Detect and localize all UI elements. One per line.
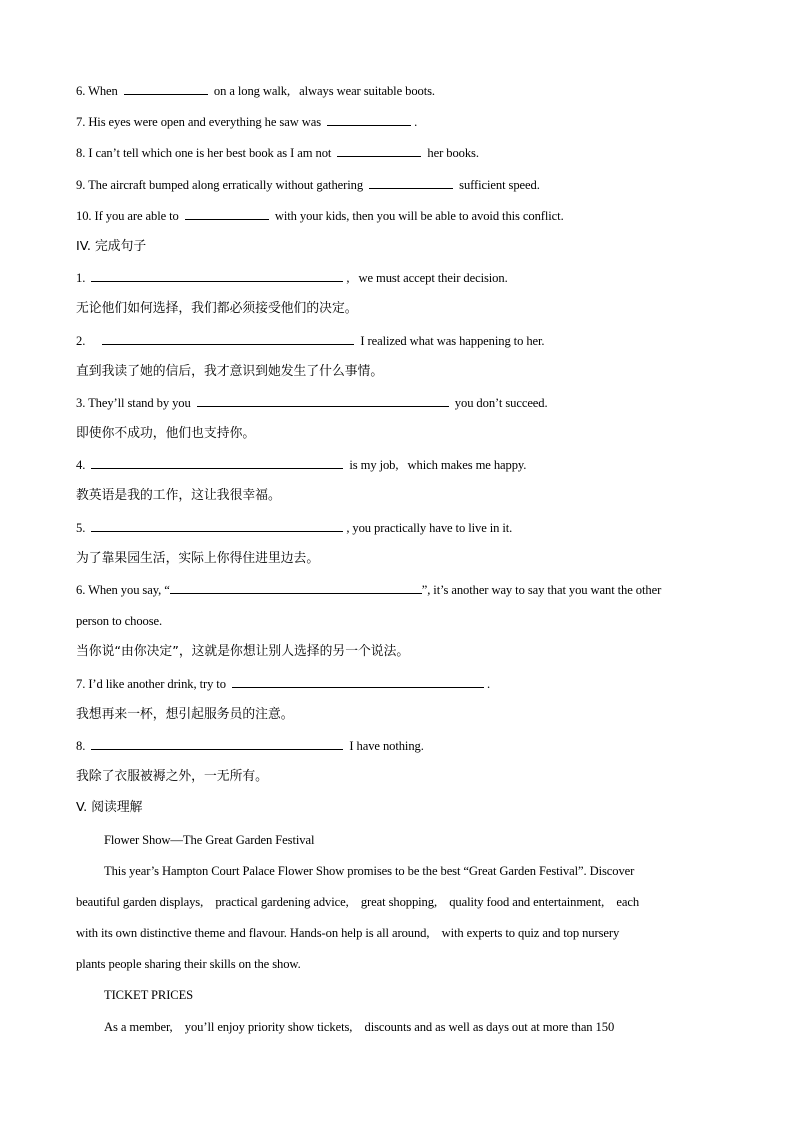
answer-blank[interactable] xyxy=(91,735,343,750)
item-text: I realized what was happening to her. xyxy=(360,333,545,348)
sentence-item-7 xyxy=(76,673,720,704)
item-text: I’d like another drink, try to xyxy=(88,676,226,691)
sentence-item-4 xyxy=(76,454,720,485)
sentence-item-3 xyxy=(76,392,720,423)
answer-blank[interactable] xyxy=(124,80,208,95)
item-text: , you practically have to live in it. xyxy=(346,520,513,535)
translation: 无论他们如何选择，我们都必须接受他们的决定。 xyxy=(76,301,358,317)
item-text: If you are able to xyxy=(94,208,179,223)
item-text: on a long walk, always wear suitable boots. xyxy=(213,84,435,98)
item-number: 8. xyxy=(76,738,86,753)
item-number: 5. xyxy=(76,520,86,535)
item-text: you don’t succeed. xyxy=(454,395,548,410)
item-text: When xyxy=(88,84,118,98)
passage-line: This year’s Hampton Court Palace Flower Show promises to be the best “Great Garden Festival”. Discover xyxy=(104,863,635,878)
item-text: is my job, which makes me happy. xyxy=(349,458,527,473)
passage-line: with its own distinctive theme and flavour. Hands-on help is all around, with experts to quiz and top nursery xyxy=(76,926,620,941)
translation: 即使你不成功，他们也支持你。 xyxy=(76,426,256,442)
translation: 当你说“由你决定”，这就是你想让别人选择的另一个说法。 xyxy=(76,644,410,660)
item-text: They’ll stand by you xyxy=(88,395,191,410)
translation: 我除了衣服被褥之外，一无所有。 xyxy=(76,769,268,785)
passage-line: plants people sharing their skills on the show. xyxy=(76,957,301,972)
item-number: 4. xyxy=(76,458,86,473)
item-text: sufficient speed. xyxy=(459,177,540,192)
answer-blank[interactable] xyxy=(337,142,421,157)
section-heading: IV. 完成句子 xyxy=(76,238,147,254)
answer-blank[interactable] xyxy=(91,267,343,282)
answer-blank[interactable] xyxy=(91,454,343,469)
fill-item-10 xyxy=(76,205,720,236)
answer-blank[interactable] xyxy=(102,330,354,345)
item-text: ”, it’s another way to say that you want the other xyxy=(421,583,662,597)
section-heading: V. 阅读理解 xyxy=(76,800,143,816)
item-number: 7. xyxy=(76,115,86,130)
sentence-item-1 xyxy=(76,267,720,298)
item-number: 2. xyxy=(76,333,86,348)
item-text: When you say, “ xyxy=(88,583,170,597)
answer-blank[interactable] xyxy=(327,111,411,126)
answer-blank[interactable] xyxy=(232,673,484,688)
passage-line: As a member, you’ll enjoy priority show tickets, discounts and as well as days out at more than 150 xyxy=(104,1019,615,1034)
answer-blank[interactable] xyxy=(369,174,453,189)
answer-blank[interactable] xyxy=(170,579,422,594)
item-number: 10. xyxy=(76,208,92,223)
item-number: 7. xyxy=(76,676,86,691)
fill-item-7 xyxy=(76,111,720,142)
item-text: I have nothing. xyxy=(349,738,424,753)
answer-blank[interactable] xyxy=(197,392,449,407)
passage-subheading: TICKET PRICES xyxy=(104,988,194,1003)
item-text: , we must accept their decision. xyxy=(346,271,508,286)
translation: 我想再来一杯，想引起服务员的注意。 xyxy=(76,706,294,722)
item-number: 1. xyxy=(76,271,86,286)
passage-title: Flower Show—The Great Garden Festival xyxy=(104,832,315,847)
passage-line: beautiful garden displays, practical gardening advice, great shopping, quality food and entertainment, each xyxy=(76,894,640,909)
item-number: 6. xyxy=(76,583,86,597)
sentence-item-6 xyxy=(76,579,720,610)
item-text: The aircraft bumped along erratically without gathering xyxy=(88,177,364,192)
fill-item-6 xyxy=(76,80,720,111)
item-number: 9. xyxy=(76,177,86,192)
item-text: . xyxy=(414,115,418,130)
item-text: her books. xyxy=(427,146,479,161)
sentence-item-2 xyxy=(76,330,720,361)
item-number: 8. xyxy=(76,146,86,161)
answer-blank[interactable] xyxy=(91,517,343,532)
item-text: I can’t tell which one is her best book as I am not xyxy=(88,146,332,161)
fill-item-9 xyxy=(76,174,720,205)
worksheet-page xyxy=(76,80,720,1047)
item-number: 6. xyxy=(76,84,86,98)
translation: 直到我读了她的信后，我才意识到她发生了什么事情。 xyxy=(76,363,384,379)
translation: 教英语是我的工作，这让我很幸福。 xyxy=(76,488,281,504)
item-text: . xyxy=(486,676,491,691)
item-text: His eyes were open and everything he saw was xyxy=(88,115,322,130)
answer-blank[interactable] xyxy=(185,205,269,220)
translation: 为了靠果园生活，实际上你得住进里边去。 xyxy=(76,550,320,566)
sentence-continuation: person to choose. xyxy=(76,614,163,629)
item-number: 3. xyxy=(76,395,86,410)
fill-item-8 xyxy=(76,142,720,173)
sentence-item-5 xyxy=(76,517,720,548)
sentence-item-8 xyxy=(76,735,720,766)
item-text: with your kids, then you will be able to avoid this conflict. xyxy=(274,208,564,223)
